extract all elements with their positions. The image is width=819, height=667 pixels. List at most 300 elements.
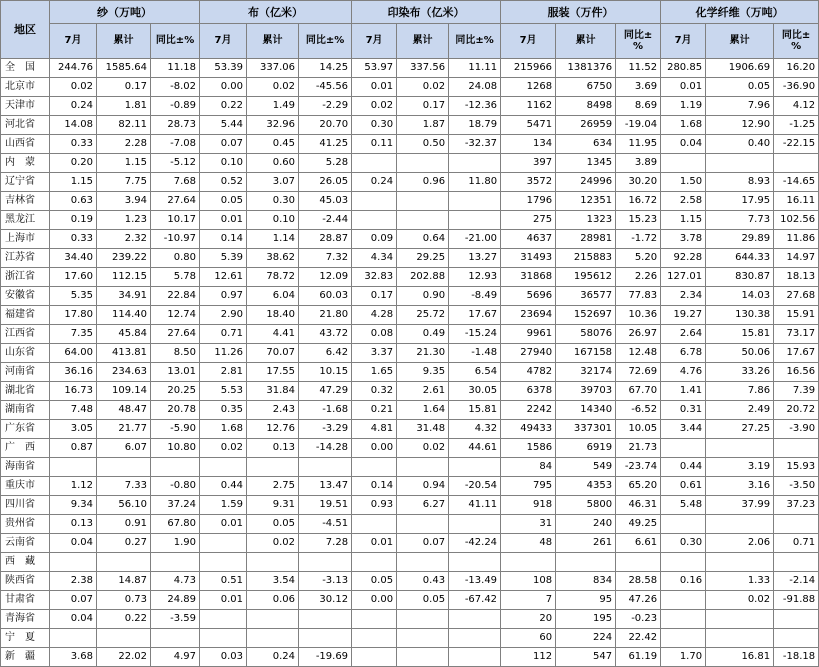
value-cell: 261 — [556, 534, 616, 553]
table-row — [1, 553, 819, 572]
value-cell: 634 — [556, 135, 616, 154]
value-cell: -3.29 — [299, 420, 352, 439]
value-cell: 2.58 — [661, 192, 706, 211]
value-cell: 2.43 — [247, 401, 299, 420]
value-cell: 7 — [501, 591, 556, 610]
cumulative-header: 累计 — [556, 24, 616, 59]
value-cell: 0.00 — [352, 591, 397, 610]
value-cell — [352, 610, 397, 629]
value-cell: 1.15 — [661, 211, 706, 230]
value-cell: 7.86 — [706, 382, 774, 401]
value-cell: 549 — [556, 458, 616, 477]
value-cell: 0.24 — [50, 97, 97, 116]
value-cell: 112 — [501, 648, 556, 667]
value-cell: 4353 — [556, 477, 616, 496]
value-cell — [397, 192, 449, 211]
value-cell: 56.10 — [97, 496, 151, 515]
value-cell — [501, 553, 556, 572]
value-cell: 0.02 — [200, 439, 247, 458]
value-cell: 1.81 — [97, 97, 151, 116]
value-cell: 275 — [501, 211, 556, 230]
value-cell: 1.50 — [661, 173, 706, 192]
value-cell — [200, 553, 247, 572]
cumulative-header: 累计 — [397, 24, 449, 59]
value-cell: 84 — [501, 458, 556, 477]
value-cell — [97, 458, 151, 477]
value-cell: 0.17 — [352, 287, 397, 306]
value-cell: 14.97 — [774, 249, 819, 268]
value-cell: 53.97 — [352, 59, 397, 78]
value-cell: 0.05 — [397, 591, 449, 610]
value-cell: 167158 — [556, 344, 616, 363]
value-cell: 114.40 — [97, 306, 151, 325]
value-cell — [352, 553, 397, 572]
value-cell: 26.97 — [616, 325, 661, 344]
value-cell — [706, 515, 774, 534]
value-cell: -1.68 — [299, 401, 352, 420]
value-cell: 0.01 — [200, 591, 247, 610]
value-cell: 108 — [501, 572, 556, 591]
table-row — [1, 211, 819, 230]
value-cell: 5.44 — [200, 116, 247, 135]
value-cell: 0.05 — [200, 192, 247, 211]
value-cell: 37.24 — [151, 496, 200, 515]
value-cell: 70.07 — [247, 344, 299, 363]
value-cell: 1906.69 — [706, 59, 774, 78]
value-cell: 0.63 — [50, 192, 97, 211]
value-cell: 0.45 — [247, 135, 299, 154]
value-cell — [706, 553, 774, 572]
value-cell: 16.20 — [774, 59, 819, 78]
value-cell: 2.90 — [200, 306, 247, 325]
table-row — [1, 610, 819, 629]
value-cell: 3572 — [501, 173, 556, 192]
value-cell: 1.59 — [200, 496, 247, 515]
value-cell: 30.12 — [299, 591, 352, 610]
value-cell: -45.56 — [299, 78, 352, 97]
value-cell — [200, 534, 247, 553]
value-cell: 19.27 — [661, 306, 706, 325]
value-cell: 10.17 — [151, 211, 200, 230]
value-cell: 1162 — [501, 97, 556, 116]
value-cell: 280.85 — [661, 59, 706, 78]
value-cell — [352, 192, 397, 211]
table-row — [1, 496, 819, 515]
value-cell — [449, 629, 501, 648]
table-row — [1, 477, 819, 496]
value-cell: 0.04 — [50, 610, 97, 629]
value-cell: 12.74 — [151, 306, 200, 325]
value-cell: 195612 — [556, 268, 616, 287]
table-row — [1, 382, 819, 401]
value-cell: 2.32 — [97, 230, 151, 249]
value-cell: -18.18 — [774, 648, 819, 667]
value-cell: 28.58 — [616, 572, 661, 591]
value-cell: -15.24 — [449, 325, 501, 344]
value-cell: 1.15 — [50, 173, 97, 192]
region-cell: 山东省 — [1, 344, 50, 363]
value-cell: 11.52 — [616, 59, 661, 78]
value-cell — [299, 458, 352, 477]
value-cell: 0.02 — [397, 439, 449, 458]
value-cell: 0.10 — [247, 211, 299, 230]
value-cell — [50, 458, 97, 477]
value-cell: 9.31 — [247, 496, 299, 515]
value-cell: 0.17 — [397, 97, 449, 116]
value-cell: 14.08 — [50, 116, 97, 135]
value-cell: 224 — [556, 629, 616, 648]
value-cell: 0.94 — [397, 477, 449, 496]
value-cell: 16.73 — [50, 382, 97, 401]
value-cell: 82.11 — [97, 116, 151, 135]
value-cell — [449, 610, 501, 629]
value-cell — [616, 553, 661, 572]
value-cell: 244.76 — [50, 59, 97, 78]
region-cell: 安徽省 — [1, 287, 50, 306]
month-header: 7月 — [661, 24, 706, 59]
value-cell — [661, 629, 706, 648]
value-cell — [352, 154, 397, 173]
table-row — [1, 363, 819, 382]
value-cell: 43.72 — [299, 325, 352, 344]
table-header — [1, 1, 819, 59]
value-cell: 15.81 — [706, 325, 774, 344]
value-cell — [706, 154, 774, 173]
table-row — [1, 268, 819, 287]
value-cell: 0.22 — [200, 97, 247, 116]
value-cell: 50.06 — [706, 344, 774, 363]
value-cell: 3.37 — [352, 344, 397, 363]
region-cell: 浙江省 — [1, 268, 50, 287]
value-cell: 11.11 — [449, 59, 501, 78]
value-cell: 130.38 — [706, 306, 774, 325]
value-cell: 9961 — [501, 325, 556, 344]
table-row — [1, 515, 819, 534]
value-cell: 1586 — [501, 439, 556, 458]
value-cell: 830.87 — [706, 268, 774, 287]
value-cell: 1.23 — [97, 211, 151, 230]
value-cell: 413.81 — [97, 344, 151, 363]
value-cell: 834 — [556, 572, 616, 591]
region-cell: 辽宁省 — [1, 173, 50, 192]
value-cell: 13.27 — [449, 249, 501, 268]
value-cell: 32174 — [556, 363, 616, 382]
value-cell: 22.84 — [151, 287, 200, 306]
value-cell: 4782 — [501, 363, 556, 382]
month-header: 7月 — [501, 24, 556, 59]
value-cell: 0.71 — [774, 534, 819, 553]
value-cell: 67.80 — [151, 515, 200, 534]
value-cell: 0.01 — [200, 515, 247, 534]
region-header: 地区 — [1, 1, 50, 59]
value-cell: 152697 — [556, 306, 616, 325]
value-cell: -3.13 — [299, 572, 352, 591]
value-cell: 47.26 — [616, 591, 661, 610]
value-cell: 127.01 — [661, 268, 706, 287]
value-cell: 2.26 — [616, 268, 661, 287]
value-cell: 20.70 — [299, 116, 352, 135]
value-cell: 0.02 — [50, 78, 97, 97]
value-cell: 16.81 — [706, 648, 774, 667]
value-cell: 5.35 — [50, 287, 97, 306]
value-cell: 0.44 — [661, 458, 706, 477]
value-cell: 12.61 — [200, 268, 247, 287]
value-cell: 34.40 — [50, 249, 97, 268]
value-cell: 0.07 — [397, 534, 449, 553]
value-cell: 26959 — [556, 116, 616, 135]
value-cell: 15.93 — [774, 458, 819, 477]
table-row — [1, 439, 819, 458]
value-cell — [706, 629, 774, 648]
region-cell: 福建省 — [1, 306, 50, 325]
value-cell — [50, 553, 97, 572]
value-cell: 2.49 — [706, 401, 774, 420]
value-cell: 67.70 — [616, 382, 661, 401]
value-cell: 547 — [556, 648, 616, 667]
value-cell: -14.65 — [774, 173, 819, 192]
garment-group-header: 服装（万件） — [501, 1, 661, 24]
table-row — [1, 325, 819, 344]
value-cell: 918 — [501, 496, 556, 515]
value-cell: 28.73 — [151, 116, 200, 135]
value-cell: 0.87 — [50, 439, 97, 458]
value-cell: 2242 — [501, 401, 556, 420]
value-cell: 95 — [556, 591, 616, 610]
value-cell: 0.52 — [200, 173, 247, 192]
value-cell — [449, 648, 501, 667]
table-row — [1, 97, 819, 116]
value-cell: 4.73 — [151, 572, 200, 591]
value-cell: 7.68 — [151, 173, 200, 192]
value-cell: 215966 — [501, 59, 556, 78]
value-cell: 0.71 — [200, 325, 247, 344]
region-cell: 广 西 — [1, 439, 50, 458]
value-cell: 10.15 — [299, 363, 352, 382]
value-cell: 0.02 — [706, 591, 774, 610]
value-cell: 2.75 — [247, 477, 299, 496]
value-cell: 0.02 — [247, 534, 299, 553]
value-cell: 6.54 — [449, 363, 501, 382]
value-cell: 61.19 — [616, 648, 661, 667]
value-cell: 2.28 — [97, 135, 151, 154]
value-cell: 27.64 — [151, 192, 200, 211]
table-row — [1, 344, 819, 363]
region-cell: 北京市 — [1, 78, 50, 97]
value-cell: 17.67 — [774, 344, 819, 363]
value-cell: 5800 — [556, 496, 616, 515]
value-cell: 41.11 — [449, 496, 501, 515]
value-cell: 9.34 — [50, 496, 97, 515]
value-cell: 46.31 — [616, 496, 661, 515]
value-cell — [397, 211, 449, 230]
value-cell: 15.23 — [616, 211, 661, 230]
value-cell: 20.72 — [774, 401, 819, 420]
value-cell — [299, 553, 352, 572]
value-cell: 0.31 — [661, 401, 706, 420]
value-cell: 38.62 — [247, 249, 299, 268]
value-cell: 60.03 — [299, 287, 352, 306]
value-cell: 6.61 — [616, 534, 661, 553]
value-cell: 17.67 — [449, 306, 501, 325]
month-header: 7月 — [352, 24, 397, 59]
value-cell: 5.28 — [299, 154, 352, 173]
region-cell: 新 疆 — [1, 648, 50, 667]
cumulative-header: 累计 — [247, 24, 299, 59]
value-cell: 0.30 — [247, 192, 299, 211]
value-cell: 4.28 — [352, 306, 397, 325]
value-cell: 21.77 — [97, 420, 151, 439]
value-cell: 0.01 — [352, 534, 397, 553]
yoy-header: 同比±% — [449, 24, 501, 59]
value-cell: 6.27 — [397, 496, 449, 515]
value-cell — [661, 591, 706, 610]
value-cell: 397 — [501, 154, 556, 173]
value-cell — [449, 553, 501, 572]
printed-cloth-group-header: 印染布（亿米） — [352, 1, 501, 24]
value-cell: 0.09 — [352, 230, 397, 249]
value-cell: 0.91 — [97, 515, 151, 534]
value-cell: 32.83 — [352, 268, 397, 287]
value-cell — [397, 458, 449, 477]
cloth-group-header: 布（亿米） — [200, 1, 352, 24]
value-cell: 4.41 — [247, 325, 299, 344]
region-cell: 重庆市 — [1, 477, 50, 496]
value-cell: -8.49 — [449, 287, 501, 306]
value-cell — [352, 648, 397, 667]
value-cell: 0.30 — [661, 534, 706, 553]
region-cell: 云南省 — [1, 534, 50, 553]
value-cell: 239.22 — [97, 249, 151, 268]
value-cell: 7.33 — [97, 477, 151, 496]
value-cell — [706, 610, 774, 629]
value-cell: 3.16 — [706, 477, 774, 496]
value-cell: 2.61 — [397, 382, 449, 401]
region-cell: 湖北省 — [1, 382, 50, 401]
value-cell — [397, 154, 449, 173]
value-cell: -5.90 — [151, 420, 200, 439]
value-cell: 5696 — [501, 287, 556, 306]
value-cell: 58076 — [556, 325, 616, 344]
value-cell: 13.47 — [299, 477, 352, 496]
value-cell: 1381376 — [556, 59, 616, 78]
value-cell: 0.13 — [50, 515, 97, 534]
value-cell: 19.51 — [299, 496, 352, 515]
value-cell — [352, 211, 397, 230]
value-cell: 5.53 — [200, 382, 247, 401]
table-body — [1, 59, 819, 667]
value-cell: 3.54 — [247, 572, 299, 591]
value-cell: 0.24 — [247, 648, 299, 667]
value-cell: 7.28 — [299, 534, 352, 553]
value-cell: 0.17 — [97, 78, 151, 97]
table-row — [1, 420, 819, 439]
value-cell: 1.41 — [661, 382, 706, 401]
table-row — [1, 78, 819, 97]
value-cell — [397, 553, 449, 572]
value-cell: 0.93 — [352, 496, 397, 515]
value-cell: 0.32 — [352, 382, 397, 401]
value-cell: 10.80 — [151, 439, 200, 458]
value-cell: 39703 — [556, 382, 616, 401]
value-cell — [50, 629, 97, 648]
value-cell: 60 — [501, 629, 556, 648]
yoy-header: 同比±% — [774, 24, 819, 59]
value-cell: 6.42 — [299, 344, 352, 363]
value-cell: 21.80 — [299, 306, 352, 325]
region-cell: 海南省 — [1, 458, 50, 477]
value-cell: 4.32 — [449, 420, 501, 439]
value-cell: -10.97 — [151, 230, 200, 249]
value-cell: 1.68 — [200, 420, 247, 439]
value-cell — [200, 458, 247, 477]
value-cell: 6.78 — [661, 344, 706, 363]
value-cell — [352, 458, 397, 477]
table-row — [1, 154, 819, 173]
value-cell: 1.70 — [661, 648, 706, 667]
value-cell: 1.14 — [247, 230, 299, 249]
value-cell: 3.05 — [50, 420, 97, 439]
value-cell: 1.68 — [661, 116, 706, 135]
value-cell: 0.05 — [247, 515, 299, 534]
value-cell: 0.00 — [200, 78, 247, 97]
value-cell: 22.02 — [97, 648, 151, 667]
value-cell: 1268 — [501, 78, 556, 97]
value-cell: 29.25 — [397, 249, 449, 268]
value-cell: 2.64 — [661, 325, 706, 344]
value-cell: 0.04 — [661, 135, 706, 154]
value-cell: 48.47 — [97, 401, 151, 420]
value-cell: 0.04 — [50, 534, 97, 553]
value-cell: 5.39 — [200, 249, 247, 268]
value-cell: 5.20 — [616, 249, 661, 268]
yarn-group-header: 纱（万吨） — [50, 1, 200, 24]
value-cell: 5.78 — [151, 268, 200, 287]
table-row — [1, 572, 819, 591]
cumulative-header: 累计 — [97, 24, 151, 59]
value-cell — [661, 515, 706, 534]
value-cell: 0.73 — [97, 591, 151, 610]
value-cell: 0.80 — [151, 249, 200, 268]
value-cell: -5.12 — [151, 154, 200, 173]
table-row — [1, 458, 819, 477]
value-cell: 0.97 — [200, 287, 247, 306]
value-cell: 1323 — [556, 211, 616, 230]
value-cell: 18.40 — [247, 306, 299, 325]
table-row — [1, 534, 819, 553]
value-cell — [397, 515, 449, 534]
value-cell: 17.95 — [706, 192, 774, 211]
value-cell: 0.01 — [352, 78, 397, 97]
value-cell: 0.07 — [200, 135, 247, 154]
value-cell: 7.32 — [299, 249, 352, 268]
value-cell: 77.83 — [616, 287, 661, 306]
value-cell: 0.90 — [397, 287, 449, 306]
value-cell: 0.16 — [661, 572, 706, 591]
region-cell: 江苏省 — [1, 249, 50, 268]
value-cell: 18.79 — [449, 116, 501, 135]
value-cell: 3.07 — [247, 173, 299, 192]
value-cell: -2.14 — [774, 572, 819, 591]
value-cell: 1.49 — [247, 97, 299, 116]
value-cell: 8.93 — [706, 173, 774, 192]
value-cell: 337.06 — [247, 59, 299, 78]
value-cell: 202.88 — [397, 268, 449, 287]
value-cell: 5471 — [501, 116, 556, 135]
value-cell: 47.29 — [299, 382, 352, 401]
value-cell: 3.44 — [661, 420, 706, 439]
value-cell: 2.81 — [200, 363, 247, 382]
value-cell: 49.25 — [616, 515, 661, 534]
